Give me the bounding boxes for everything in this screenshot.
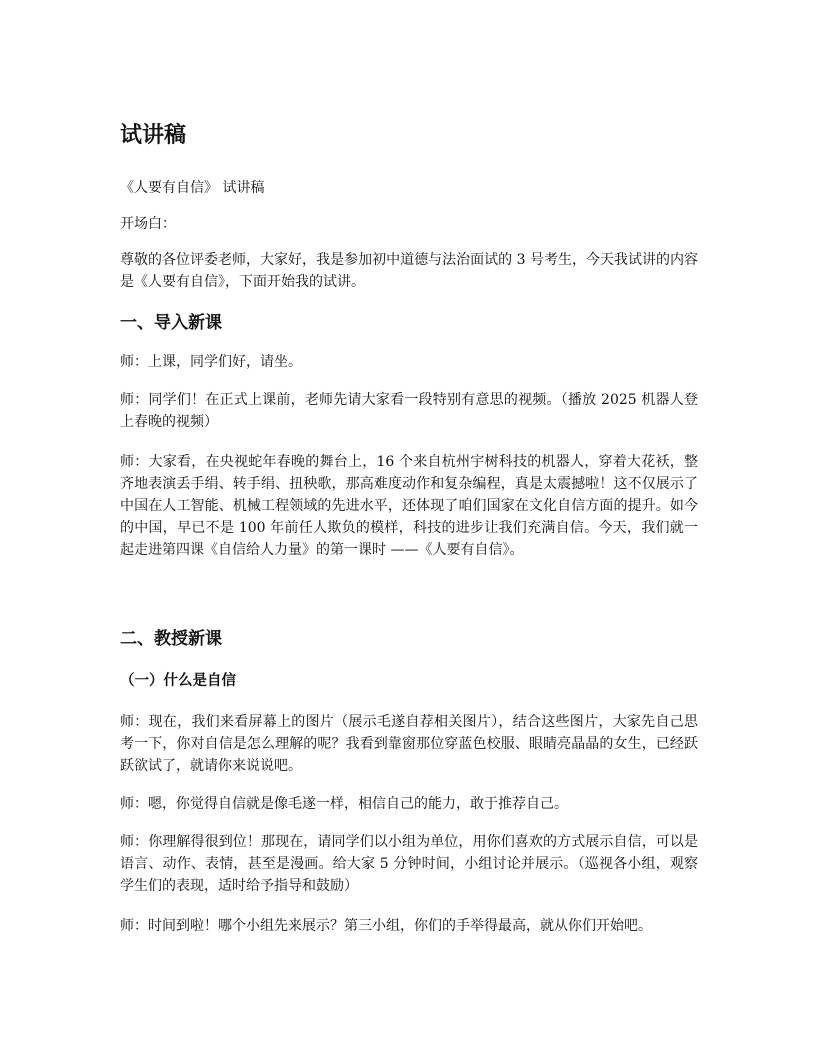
teaching-paragraph-2: 师：嗯，你觉得自信就是像毛遂一样，相信自己的能力，敢于推荐自己。 [120, 796, 568, 812]
document-page [120, 0, 698, 1056]
subsection-heading-what-is-confidence: （一）什么是自信 [120, 673, 236, 689]
teaching-paragraph-1: 师：现在，我们来看屏幕上的图片（展示毛遂自荐相关图片），结合这些图片，大家先自己思考一下，你对自信是怎么理解的呢？我看到靠窗那位穿蓝色校服、眼睛亮晶晶的女生，已经跃跃欲试了，就请你来说说吧。 [120, 714, 698, 774]
opening-paragraph: 尊敬的各位评委老师，大家好，我是参加初中道德与法治面试的 3 号考生，今天我试讲的内容是《人要有自信》，下面开始我的试讲。 [120, 252, 698, 290]
opening-label: 开场白： [120, 216, 176, 232]
document-subtitle: 《人要有自信》 试讲稿 [120, 180, 265, 196]
teaching-paragraph-4: 师：时间到啦！哪个小组先来展示？第三小组，你们的手举得最高，就从你们开始吧。 [120, 918, 652, 934]
intro-paragraph-1: 师：上课，同学们好，请坐。 [120, 354, 302, 370]
intro-paragraph-2: 师：同学们！在正式上课前，老师先请大家看一段特别有意思的视频。（播放 2025 机器人登上春晚的视频） [120, 392, 698, 430]
document-title: 试讲稿 [120, 123, 187, 148]
section-heading-teaching: 二、教授新课 [120, 629, 222, 649]
section-heading-intro: 一、导入新课 [120, 313, 222, 333]
teaching-paragraph-3: 师：你理解得很到位！那现在，请同学们以小组为单位，用你们喜欢的方式展示自信，可以是语言、动作、表情，甚至是漫画。给大家 5 分钟时间，小组讨论并展示。（巡视各小组，观察学生们的表现，适时给予指导和鼓励） [120, 834, 698, 894]
intro-paragraph-3: 师：大家看，在央视蛇年春晚的舞台上，16 个来自杭州宇树科技的机器人，穿着大花袄，整齐地表演丢手绢、转手绢、扭秧歌，那高难度动作和复杂编程，真是太震撼啦！这不仅展示了中国在人工智能、机械工程领域的先进水平，还体现了咱们国家在文化自信方面的提升。如今的中国，早已不是 100 年前任人欺负的模样，科技的进步让我们充满自信。今天，我们就一起走进第四课《自信给人力量》的第一课时 ——《人要有自信》。 [120, 454, 698, 558]
